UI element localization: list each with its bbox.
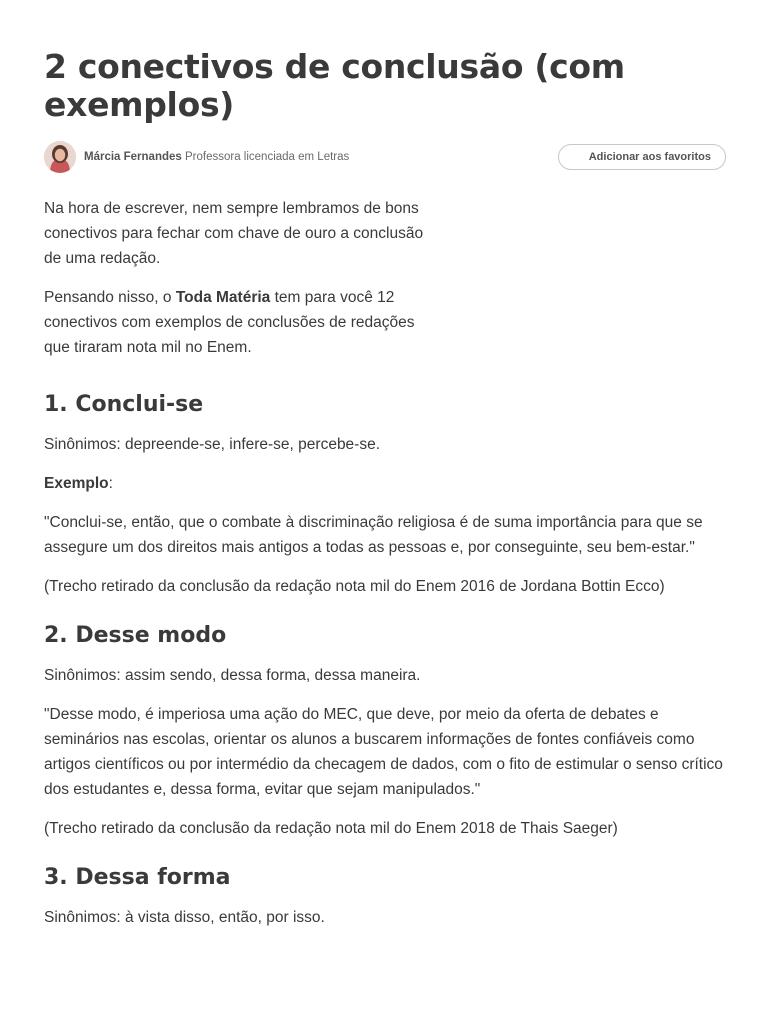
add-to-favorites-button[interactable] (558, 144, 726, 170)
heart-icon (569, 151, 581, 163)
avatar-portrait-icon (44, 141, 76, 173)
page-title: 2 conectivos de conclusão (com exemplos) (44, 47, 625, 124)
author-row (44, 140, 726, 174)
section-conclui-se (44, 390, 726, 599)
intro-paragraph-2 (44, 285, 444, 360)
example-colon: : (108, 475, 113, 492)
article-container (44, 48, 726, 944)
synonyms-text: Sinônimos: à vista disso, então, por isso. (44, 909, 325, 926)
intro-block (44, 196, 444, 360)
synonyms-text: Sinônimos: depreende-se, infere-se, percebe-se. (44, 436, 381, 453)
example-source: (Trecho retirado da conclusão da redação nota mil do Enem 2018 de Thais Saeger) (44, 820, 618, 837)
intro-p2-suffix: tem para você 12 conectivos com exemplos de conclusões de redações que tiraram nota mil no Enem. (44, 289, 415, 356)
author-avatar[interactable] (44, 141, 76, 173)
example-label: Exemplo (44, 475, 109, 492)
section-dessa-forma (44, 863, 726, 930)
favorites-label: Adicionar aos favoritos (588, 151, 711, 163)
example-quote: "Conclui-se, então, que o combate à discriminação religiosa é de suma importância para que se assegure um dos direitos mais antigos a todas as pessoas e, por conseguinte, seu bem-estar." (44, 514, 703, 556)
section-desse-modo (44, 621, 726, 841)
example-label-line (44, 471, 726, 496)
section-heading: 3. Dessa forma (44, 865, 231, 890)
brand-name: Toda Matéria (175, 289, 271, 306)
section-heading: 2. Desse modo (44, 623, 227, 648)
intro-p2-prefix: Pensando nisso, o (44, 289, 176, 306)
intro-paragraph-1: Na hora de escrever, nem sempre lembramos de bons conectivos para fechar com chave de ouro a conclusão de uma redação. (44, 200, 424, 267)
author-name[interactable]: Márcia Fernandes (84, 151, 182, 163)
author-role: Professora licenciada em Letras (185, 151, 350, 163)
section-heading: 1. Conclui-se (44, 392, 204, 417)
example-source: (Trecho retirado da conclusão da redação nota mil do Enem 2016 de Jordana Bottin Ecco) (44, 578, 665, 595)
example-quote: "Desse modo, é imperiosa uma ação do MEC, que deve, por meio da oferta de debates e seminários nas escolas, orientar os alunos a buscarem informações de fontes confiáveis como artigos científicos ou por intermédio da checagem de dados, com o fito de estimular o senso crítico dos estudantes e, dessa forma, evitar que sejam manipulados." (44, 706, 723, 798)
author-info (84, 151, 558, 163)
synonyms-text: Sinônimos: assim sendo, dessa forma, dessa maneira. (44, 667, 421, 684)
